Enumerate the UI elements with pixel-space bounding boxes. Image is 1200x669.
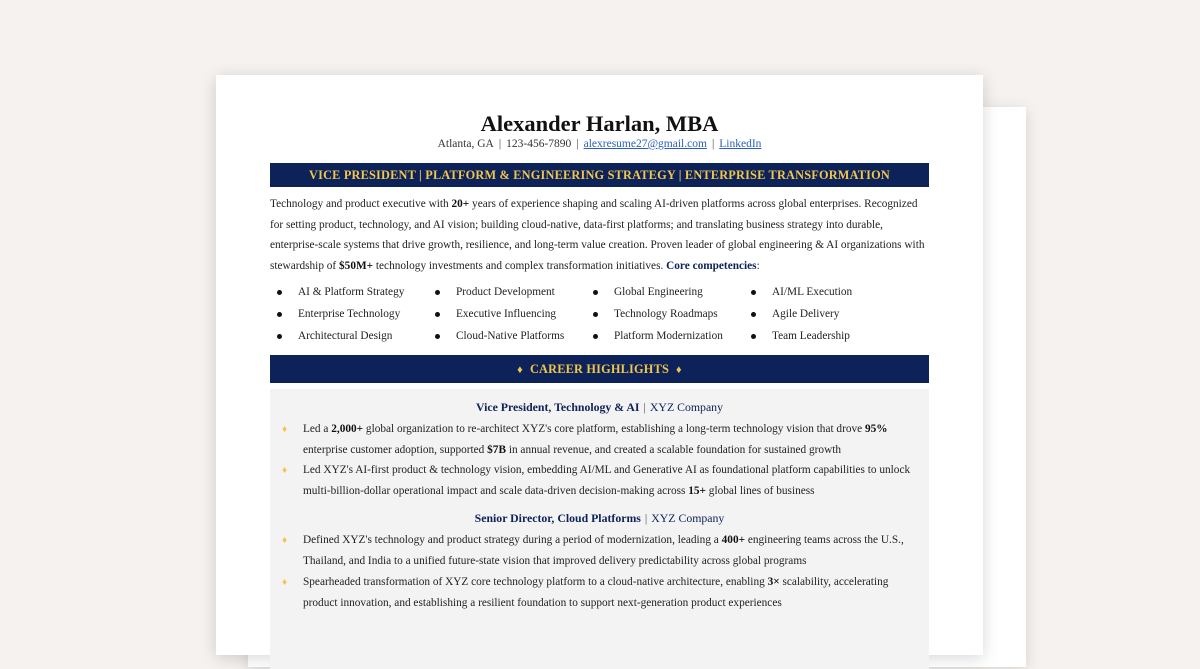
- summary-text: Technology and product executive with: [270, 198, 452, 210]
- contact-separator: |: [576, 138, 579, 150]
- highlight-bullet: [303, 460, 913, 501]
- bullet-text: engineering teams across the U.S., Thailand, and India to a unified future-state vision that improved delivery predictability across global programs: [303, 534, 904, 567]
- competency-item: Executive Influencing: [428, 303, 586, 325]
- competency-item: Product Development: [428, 281, 586, 303]
- competency-item: AI/ML Execution: [744, 281, 902, 303]
- contact-separator: |: [711, 138, 715, 150]
- competency-item: Cloud-Native Platforms: [428, 325, 586, 347]
- role-company: XYZ Company: [651, 511, 725, 525]
- highlight-bullet: [303, 530, 913, 571]
- career-highlights-heading: CAREER HIGHLIGHTS: [529, 362, 670, 376]
- diamond-bullet-icon: ♦: [282, 577, 288, 588]
- role-title: Vice President, Technology & AI: [476, 400, 640, 414]
- bullet-metric: $7B: [487, 443, 506, 456]
- diamond-bullet-icon: ♦: [282, 465, 288, 476]
- competency-item: Agile Delivery: [744, 303, 902, 325]
- highlight-bullet: [303, 419, 913, 460]
- career-highlights-section: [270, 389, 929, 669]
- email-link[interactable]: alexresume27@gmail.com: [583, 138, 707, 150]
- bullet-metric: 15+: [688, 484, 706, 497]
- resume-page: [216, 75, 983, 655]
- summary-investment: $50M+: [339, 260, 374, 273]
- contact-separator: |: [498, 138, 502, 150]
- diamond-icon: ♦: [676, 364, 682, 376]
- summary-years: 20+: [451, 198, 470, 210]
- bullet-metric: 2,000+: [331, 423, 364, 435]
- title-banner: VICE PRESIDENT | PLATFORM & ENGINEERING STRATEGY | ENTERPRISE TRANSFORMATION: [270, 163, 929, 187]
- competency-item: Enterprise Technology: [270, 303, 428, 325]
- role-title: Senior Director, Cloud Platforms: [474, 511, 641, 525]
- competency-item: Platform Modernization: [586, 325, 744, 347]
- bullet-text: in annual revenue, and created a scalable foundation for sustained growth: [506, 443, 842, 456]
- bullet-text: Led XYZ's AI-first product & technology vision, embedding AI/ML and Generative AI as foundational platform capabilities to unlock multi-billion-dollar operational impact and scale data-driven decision-making across: [303, 464, 911, 497]
- role-heading: [270, 511, 929, 526]
- candidate-name: Alexander Harlan, MBA: [480, 111, 719, 136]
- bullet-text: Defined XYZ's technology and product strategy during a period of modernization, leading a: [303, 534, 722, 546]
- bullet-metric: 95%: [864, 423, 888, 435]
- summary-text: technology investments and complex transformation initiatives.: [373, 260, 667, 273]
- competency-item: Architectural Design: [270, 325, 428, 347]
- role-separator: |: [643, 400, 646, 414]
- summary-colon: :: [756, 260, 760, 273]
- contact-phone: 123-456-7890: [506, 138, 572, 150]
- role-heading: [270, 400, 929, 415]
- summary-text: years of experience shaping and scaling AI-driven platforms across global enterprises. Recognized for setting product, technology, and AI vision; building cloud-native, data-first platforms; and translating business strategy into durable, enterprise-scale systems that drive growth, resilience, and long-term value creation. Proven leader of global engineering & AI organizations with stewardship of: [270, 198, 925, 273]
- bullet-text: global organization to re-architect XYZ's core platform, establishing a long-term technology vision that drove: [363, 423, 865, 435]
- bullet-metric: 400+: [721, 534, 746, 546]
- competency-item: Global Engineering: [586, 281, 744, 303]
- role-company: XYZ Company: [649, 400, 723, 414]
- diamond-icon: ♦: [517, 364, 523, 376]
- bullet-text: global lines of business: [705, 484, 815, 497]
- professional-summary: [270, 194, 932, 277]
- role-separator: |: [644, 511, 648, 525]
- core-competencies-label: Core competencies: [666, 260, 757, 273]
- competencies-grid: [270, 281, 930, 347]
- linkedin-link[interactable]: LinkedIn: [719, 138, 762, 150]
- competency-item: Team Leadership: [744, 325, 902, 347]
- diamond-bullet-icon: ♦: [282, 535, 288, 546]
- contact-line: [216, 138, 983, 150]
- bullet-metric: 3×: [767, 576, 780, 588]
- diamond-bullet-icon: ♦: [282, 424, 288, 435]
- career-highlights-banner: [270, 355, 929, 383]
- highlight-bullet: [303, 572, 913, 613]
- bullet-text: scalability, accelerating product innovation, and establishing a resilient foundation to support next-generation product experiences: [303, 576, 889, 609]
- competency-item: AI & Platform Strategy: [270, 281, 428, 303]
- bullet-text: Spearheaded transformation of XYZ core technology platform to a cloud-native architecture, enabling: [303, 576, 768, 588]
- bullet-text: Led a: [303, 423, 332, 435]
- competency-item: Technology Roadmaps: [586, 303, 744, 325]
- bullet-text: enterprise customer adoption, supported: [303, 443, 488, 456]
- contact-location: Atlanta, GA: [437, 138, 494, 150]
